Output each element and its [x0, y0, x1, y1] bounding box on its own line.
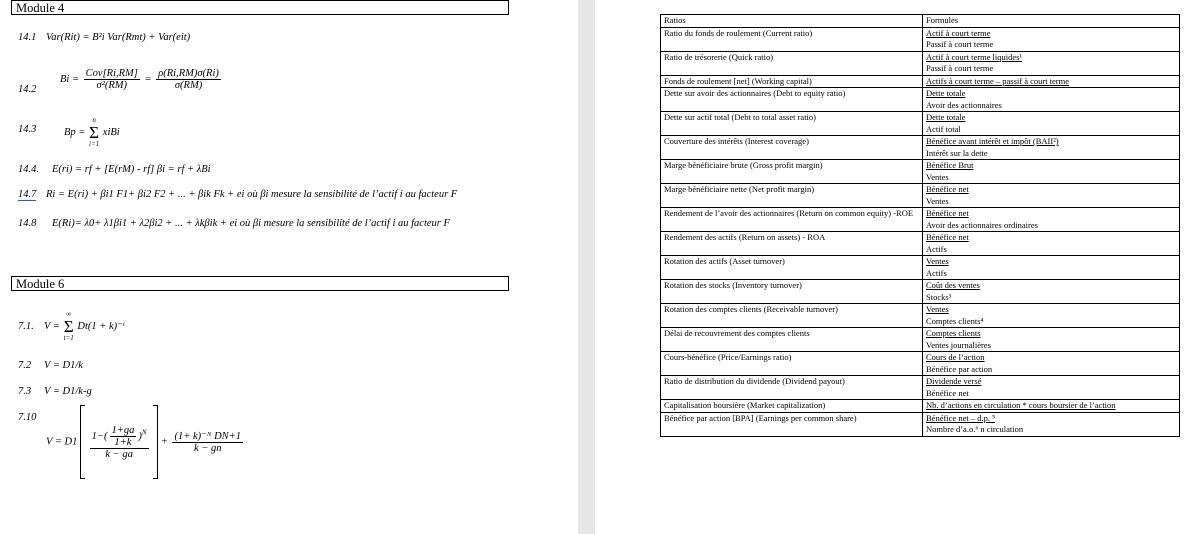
eq-7-10-number: 7.10: [18, 412, 37, 423]
eq-14-3-number: 14.3: [18, 124, 37, 135]
ratio-name-cell: Dette sur avoir des actionnaires (Debt to equity ratio): [661, 88, 923, 112]
ratios-table-body: [661, 27, 1180, 436]
inner-fraction-den: 1+k: [114, 436, 132, 448]
eq-14-2-fraction-2: [156, 68, 221, 91]
table-row: [661, 304, 1180, 328]
eq-14-2-number: 14.2: [18, 84, 37, 95]
table-row: [661, 400, 1180, 413]
sum-lower-limit: i=1: [89, 140, 100, 148]
ratio-name-cell: Rotation des comptes clients (Receivable turnover): [661, 304, 923, 328]
module-6-heading: Module 6: [11, 276, 509, 291]
table-row: [661, 412, 1180, 436]
eq-7-2: V = D1/k: [44, 360, 83, 371]
formula-denominator: Avoir des actionnaires: [926, 99, 1002, 110]
sigma-symbol: Σ: [89, 123, 100, 142]
formula-numerator: Ventes: [926, 256, 949, 266]
formula-cell: [923, 400, 1180, 413]
table-row: [661, 112, 1180, 136]
table-row: [661, 232, 1180, 256]
formula-denominator: Bénéfice par action: [926, 363, 993, 374]
sum-upper-limit: ∞: [66, 310, 72, 318]
formula-numerator: Bénéfice Brut: [926, 160, 974, 170]
table-row: [661, 88, 1180, 112]
eq-7-10-fraction-a-num: 1−( $\frac{1+ga}{1+k}$ )$^N$: [91, 424, 147, 448]
eq-14-2-equals: =: [144, 73, 152, 85]
right-page: [595, 0, 1198, 534]
eq-7-3: V = D1/k-g: [44, 386, 92, 397]
formula-numerator: Nb. d’actions en circulation * cours boursier de l’action: [926, 400, 1116, 410]
formula-denominator: Actifs: [926, 267, 947, 278]
formula-numerator: Comptes clients: [926, 328, 981, 338]
eq-14-3-body: xiBi: [102, 126, 120, 138]
formula-numerator: Dette totale: [926, 112, 966, 122]
eq-7-10: [46, 405, 245, 479]
eq-14-3-sum: [89, 116, 99, 149]
eq-14-2-fraction-1-num: Cov[Ri,RM]: [85, 68, 138, 79]
inner-fraction: [110, 425, 137, 448]
inner-fraction-num: 1+ga: [111, 424, 135, 436]
formula-cell: [923, 412, 1180, 436]
formula-cell: [923, 208, 1180, 232]
formula-cell: [923, 136, 1180, 160]
one-minus: 1−: [91, 430, 104, 442]
formula-denominator: Nombre d’a.o.⁶ n circulation: [926, 424, 1024, 434]
eq-14-2: [60, 68, 223, 91]
formula-numerator: Bénéfice net: [926, 208, 969, 218]
ratio-name-cell: Rotation des actifs (Asset turnover): [661, 256, 923, 280]
formula-numerator: Actif à court terme liquides¹: [926, 51, 1023, 62]
formula-cell: [923, 184, 1180, 208]
formula-cell: [923, 27, 1180, 51]
table-row: [661, 352, 1180, 376]
formula-denominator: Bénéfice net: [926, 387, 969, 398]
formula-denominator: Intérêt sur la dette: [926, 147, 988, 158]
formula-denominator: Passif à court terme: [926, 39, 994, 49]
eq-7-2-number: 7.2: [18, 360, 32, 371]
table-header-row: [661, 15, 1180, 28]
eq-14-2-fraction-1: [84, 68, 140, 91]
eq-7-10-fraction-a-den: k − ga: [105, 448, 133, 460]
eq-14-1-number: 14.1: [18, 32, 37, 43]
eq-14-1: Var(Rit) = B²i Var(Rmt) + Var(eit): [46, 32, 191, 43]
eq-7-10-fraction-b-num: (1+ k)⁻ᴺ DN+1: [174, 431, 242, 442]
module-4-heading: Module 4: [11, 0, 509, 15]
formula-numerator: Bénéfice net: [926, 232, 969, 242]
eq-14-2-fraction-2-num: ρ(Ri,RM)σ(Ri): [158, 68, 219, 79]
formula-numerator: Dette totale: [926, 88, 966, 98]
ratio-name-cell: Délai de recouvrement des comptes clients: [661, 328, 923, 352]
eq-7-1-body: Dt(1 + k)⁻ᵗ: [77, 320, 125, 332]
ratio-name-cell: Rendement de l’avoir des actionnaires (Return on common equity) -ROE: [661, 208, 923, 232]
formula-denominator: Actifs: [926, 243, 947, 254]
eq-7-3-number: 7.3: [18, 386, 32, 397]
ratio-name-cell: Rotation des stocks (Inventory turnover): [661, 280, 923, 304]
ratio-name-cell: Marge bénéficiaire nette (Net profit margin): [661, 184, 923, 208]
formula-numerator: Bénéfice avant intérêt et impôt (BAII²): [926, 136, 1059, 146]
formula-denominator: Ventes: [926, 171, 949, 182]
ratio-name-cell: Ratio de trésorerie (Quick ratio): [661, 51, 923, 75]
table-row: [661, 280, 1180, 304]
formula-cell: [923, 328, 1180, 352]
formula-cell: [923, 352, 1180, 376]
sigma-symbol: Σ: [63, 317, 74, 336]
left-page: [0, 0, 578, 534]
ratio-name-cell: Cours-bénéfice (Price/Earnings ratio): [661, 352, 923, 376]
ratios-table: [660, 14, 1180, 437]
table-row: [661, 136, 1180, 160]
table-row: [661, 376, 1180, 400]
eq-7-10-fraction-a: [90, 425, 149, 460]
eq-14-8: E(Ri)= λ0+ λ1βi1 + λ2βi2 + ... + λkβik + ei où βi mesure la sensibilité de l’actif i au facteur F: [52, 218, 450, 229]
page-gutter: [578, 0, 595, 534]
ratio-name-cell: Capitalisation boursière (Market capitalization): [661, 400, 923, 413]
right-bracket: [153, 405, 158, 479]
header-formules: Formules: [923, 15, 1180, 28]
formula-cell: [923, 160, 1180, 184]
formula-cell: [923, 51, 1180, 75]
formula-numerator: Cours de l’action: [926, 352, 985, 362]
ratio-name-cell: Couverture des intérêts (Interest coverage): [661, 136, 923, 160]
formula-numerator: Actifs à court terme – passif à court terme: [926, 75, 1070, 86]
ratio-name-cell: Dette sur actif total (Debt to total asset ratio): [661, 112, 923, 136]
formula-denominator: Passif à court terme: [926, 63, 994, 73]
power-n: N: [141, 427, 147, 436]
ratio-name-cell: Fonds de roulement [net] (Working capital): [661, 75, 923, 88]
table-row: [661, 51, 1180, 75]
formula-numerator: Coût des ventes: [926, 280, 980, 290]
sum-upper-limit: n: [92, 116, 96, 124]
formula-denominator: Stocks³: [926, 291, 952, 302]
table-row: [661, 208, 1180, 232]
formula-cell: [923, 256, 1180, 280]
table-row: [661, 27, 1180, 51]
eq-7-10-fraction-b: [172, 430, 243, 454]
formula-cell: [923, 75, 1180, 88]
formula-numerator: Actif à court terme: [926, 27, 991, 38]
header-ratios: Ratios: [661, 15, 923, 28]
formula-cell: [923, 112, 1180, 136]
ratio-name-cell: Marge bénéficiaire brute (Gross profit margin): [661, 160, 923, 184]
eq-14-7-number: 14.7: [18, 189, 37, 200]
formula-numerator: Ventes: [926, 304, 949, 314]
formula-denominator: Comptes clients⁴: [926, 315, 984, 326]
eq-14-4-number: 14.4.: [18, 164, 39, 175]
eq-14-8-number: 14.8: [18, 218, 37, 229]
formula-denominator: Ventes journalières: [926, 339, 991, 350]
eq-14-3: [64, 116, 120, 149]
table-row: [661, 328, 1180, 352]
eq-7-10-lhs: V = D1: [46, 436, 78, 448]
formula-cell: [923, 88, 1180, 112]
eq-14-2-fraction-1-den: σ²(RM): [96, 80, 128, 91]
formula-numerator: Bénéfice net – d.p. ⁵: [926, 412, 996, 423]
table-row: [661, 160, 1180, 184]
formula-numerator: Bénéfice net: [926, 184, 969, 194]
table-row: [661, 184, 1180, 208]
eq-7-1-number: 7.1.: [18, 321, 34, 332]
eq-7-1-sum: [64, 310, 74, 343]
eq-7-1: [44, 310, 124, 343]
formula-cell: [923, 280, 1180, 304]
eq-14-3-lhs: Bp =: [64, 126, 86, 138]
formula-denominator: Actif total: [926, 123, 961, 134]
eq-7-1-lhs: V =: [44, 320, 60, 332]
formula-cell: [923, 304, 1180, 328]
table-row: [661, 256, 1180, 280]
ratio-name-cell: Ratio de distribution du dividende (Dividend payout): [661, 376, 923, 400]
eq-14-2-fraction-2-den: σ(RM): [174, 80, 203, 91]
eq-7-10-fraction-b-den: k − gn: [194, 443, 222, 454]
eq-14-2-lhs: Bi =: [60, 73, 80, 85]
ratio-name-cell: Rendement des actifs (Return on assets) - ROA: [661, 232, 923, 256]
formula-cell: [923, 232, 1180, 256]
ratio-name-cell: Bénéfice par action [BPA] (Earnings per common share): [661, 412, 923, 436]
eq-7-10-plus: +: [160, 436, 168, 448]
left-bracket: [80, 405, 85, 479]
table-row: [661, 75, 1180, 88]
formula-denominator: Ventes: [926, 195, 949, 206]
formula-numerator: Dividende versé: [926, 376, 982, 386]
eq-14-4: E(ri) = rf + [E(rM) - rf] βi = rf + λBi: [52, 164, 211, 175]
formula-cell: [923, 376, 1180, 400]
sum-lower-limit: t=1: [63, 334, 74, 342]
eq-14-7: Ri = E(ri) + βi1 F1+ βi2 F2 + ... + βik Fk + ei où βi mesure la sensibilité de l’actif i au facteur F: [46, 189, 458, 200]
ratio-name-cell: Ratio du fonds de roulement (Current ratio): [661, 27, 923, 51]
formula-denominator: Avoir des actionnaires ordinaires: [926, 219, 1038, 230]
